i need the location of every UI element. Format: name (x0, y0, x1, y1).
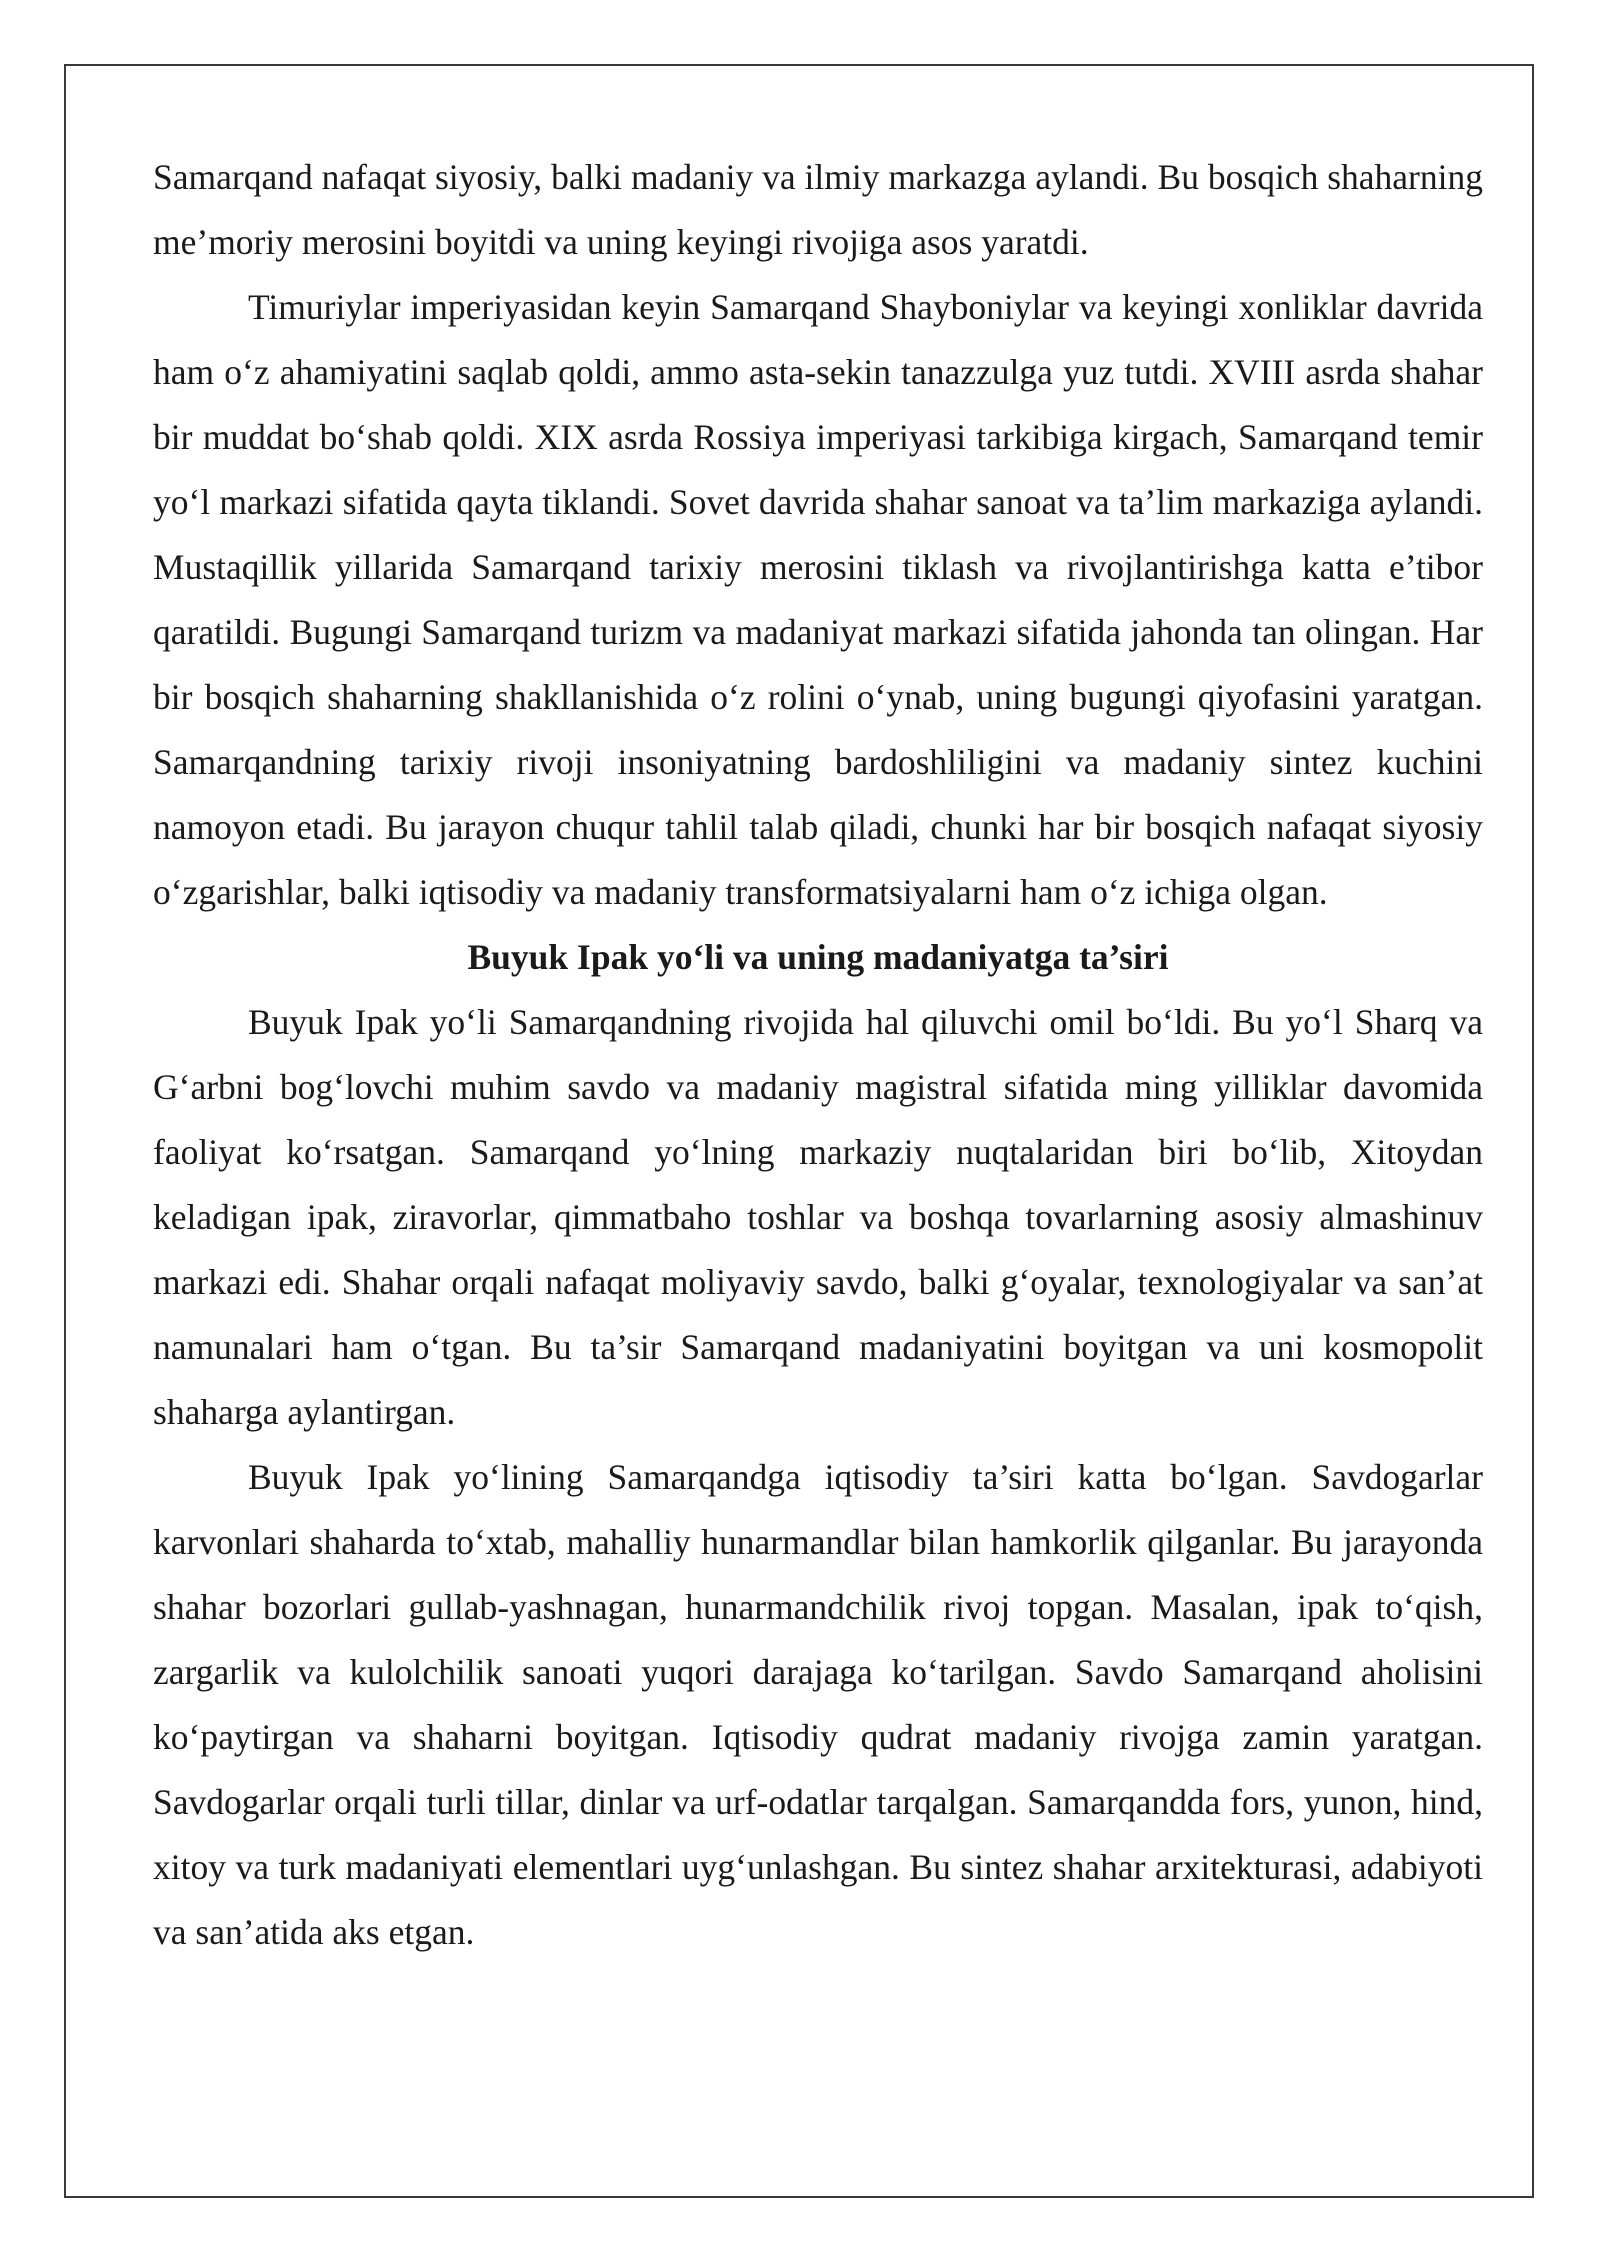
paragraph-silk-road-economy: Buyuk Ipak yo‘lining Samarqandga iqtisodiy ta’siri katta bo‘lgan. Savdogarlar karvonlari shaharda to‘xtab, mahalliy hunarmandlar bilan hamkorlik qilganlar. Bu jarayonda shahar bozorlari gullab-yashnagan, hunarmandchilik rivoj topgan. Masalan, ipak to‘qish, zargarlik va kulolchilik sanoati yuqori darajaga ko‘tarilgan. Savdo Samarqand aholisini ko‘paytirgan va shaharni boyitgan. Iqtisodiy qudrat madaniy rivojga zamin yaratgan. Savdogarlar orqali turli tillar, dinlar va urf-odatlar tarqalgan. Samarqandda fors, yunon, hind, xitoy va turk madaniyati elementlari uyg‘unlashgan. Bu sintez shahar arxitekturasi, adabiyoti va san’atida aks etgan. (153, 1457, 1483, 1952)
paragraph-silk-road-role: Buyuk Ipak yo‘li Samarqandning rivojida hal qiluvchi omil bo‘ldi. Bu yo‘l Sharq va G‘arbni bog‘lovchi muhim savdo va madaniy magistral sifatida ming yilliklar davomida faoliyat ko‘rsatgan. Samarqand yo‘lning markaziy nuqtalaridan biri bo‘lib, Xitoydan keladigan ipak, ziravorlar, qimmatbaho toshlar va boshqa tovarlarning asosiy almashinuv markazi edi. Shahar orqali nafaqat moliyaviy savdo, balki g‘oyalar, texnologiyalar va san’at namunalari ham o‘tgan. Bu ta’sir Samarqand madaniyatini boyitgan va uni kosmopolit shaharga aylantirgan. (153, 1002, 1483, 1432)
document-body (153, 145, 1483, 1965)
section-heading: Buyuk Ipak yo‘li va uning madaniyatga ta’siri (467, 937, 1169, 977)
paragraph-timurid-aftermath: Timuriylar imperiyasidan keyin Samarqand Shayboniylar va keyingi xonliklar davrida ham o‘z ahamiyatini saqlab qoldi, ammo asta-sekin tanazzulga yuz tutdi. XVIII asrda shahar bir muddat bo‘shab qoldi. XIX asrda Rossiya imperiyasi tarkibiga kirgach, Samarqand temir yo‘l markazi sifatida qayta tiklandi. Sovet davrida shahar sanoat va ta’lim markaziga aylandi. Mustaqillik yillarida Samarqand tarixiy merosini tiklash va rivojlantirishga katta e’tibor qaratildi. Bugungi Samarqand turizm va madaniyat markazi sifatida jahonda tan olingan. Har bir bosqich shaharning shakllanishida o‘z rolini o‘ynab, uning bugungi qiyofasini yaratgan. Samarqandning tarixiy rivoji insoniyatning bardoshliligini va madaniy sintez kuchini namoyon etadi. Bu jarayon chuqur tahlil talab qiladi, chunki har bir bosqich nafaqat siyosiy o‘zgarishlar, balki iqtisodiy va madaniy transformatsiyalarni ham o‘z ichiga olgan. (153, 287, 1483, 912)
paragraph-intro-continuation: Samarqand nafaqat siyosiy, balki madaniy va ilmiy markazga aylandi. Bu bosqich shaharning me’moriy merosini boyitdi va uning keyingi rivojiga asos yaratdi. (153, 157, 1483, 262)
